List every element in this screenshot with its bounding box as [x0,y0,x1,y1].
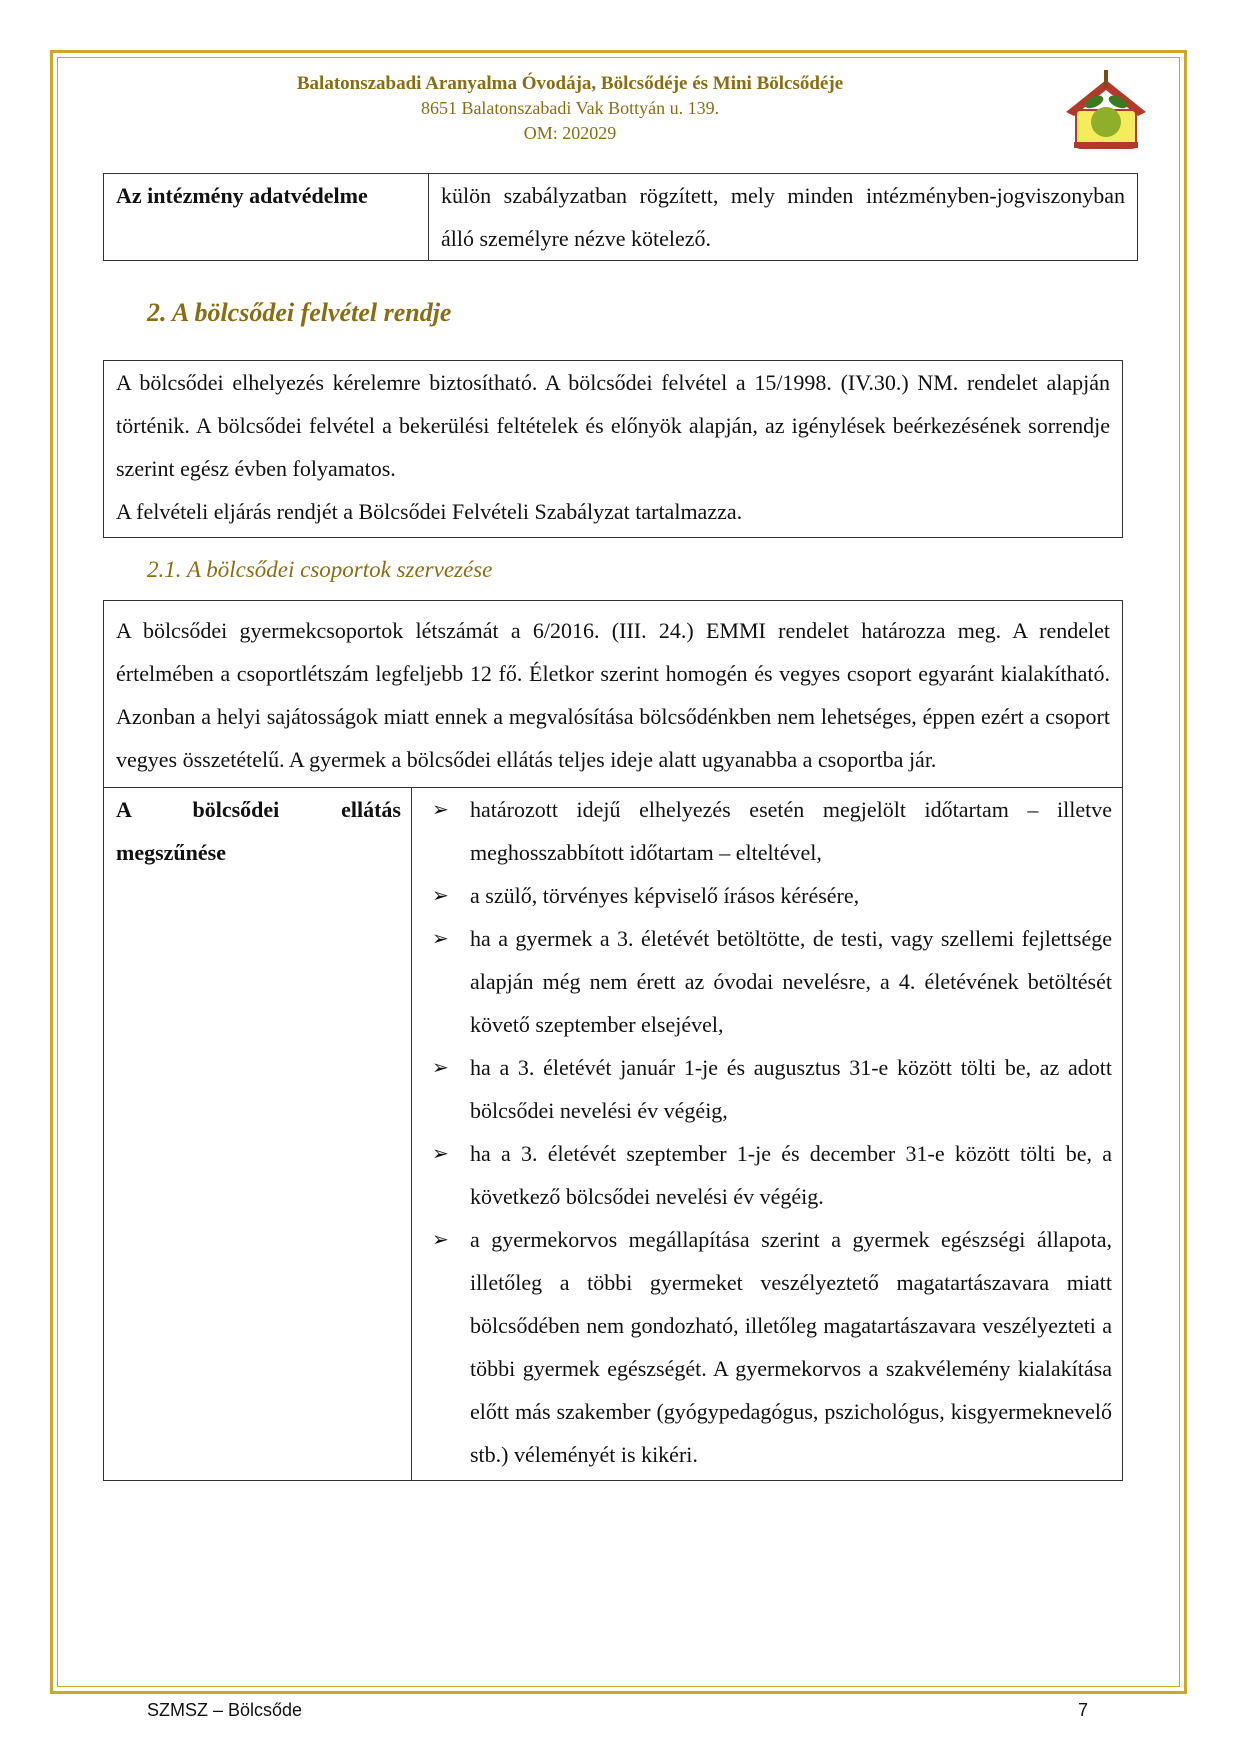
institution-address: 8651 Balatonszabadi Vak Bottyán u. 139. [420,98,720,118]
letterhead [200,72,940,146]
institution-logo-icon [1060,62,1152,154]
list-item: ➢ a szülő, törvényes képviselő írásos kérésére, [432,874,1112,917]
section-2-1-title: 2.1. A bölcsődei csoportok szervezése [147,557,493,582]
list-item: ➢ ha a 3. életévét szeptember 1-je és december 31-e között tölti be, a következő bölcsődei nevelési év végéig. [432,1132,1112,1218]
data-protection-table [103,173,1138,261]
list-item: ➢ a gyermekorvos megállapítása szerint a gyermek egészségi állapota, illetőleg a többi gyermeket veszélyeztető magatartászavara miatt bölcsődében nem gondozható, illetőleg magatartászavara veszélyezteti a többi gyermek egészségét. A gyermekorvos a szakvélemény kialakítása előtt más szakember (gyógypedagógus, pszichológus, kisgyermeknevelő stb.) véleményét is kikéri. [432,1218,1112,1476]
institution-name: Balatonszabadi Aranyalma Óvodája, Bölcsődéje és Mini Bölcsődéje [296,73,844,94]
list-item: ➢ ha a gyermek a 3. életévét betöltötte, de testi, vagy szellemi fejlettsége alapján még nem érett az óvodai nevelésre, a 4. életévének betöltését követő szeptember elsejével, [432,917,1112,1046]
admission-paragraph-1: A bölcsődei elhelyezés kérelemre biztosítható. A bölcsődei felvétel a 15/1998. (IV.30.) NM. rendelet alapján történik. A bölcsődei felvétel a bekerülési feltételek és előnyök alapján, az igénylések beérkezésének sorrendje szerint egész évben folyamatos. [116,370,1110,481]
groups-paragraph: A bölcsődei gyermekcsoportok létszámát a 6/2016. (III. 24.) EMMI rendelet határozza meg. A rendelet értelmében a csoportlétszám legfeljebb 12 fő. Életkor szerint homogén és vegyes csoport egyaránt kialakítható. Azonban a helyi sajátosságok miatt ennek a megvalósítása bölcsődénkben nem lehetséges, éppen ezért a csoport vegyes összetételű. A gyermek a bölcsődei ellátás teljes ideje alatt ugyanabba a csoportba jár. [104,601,1123,788]
list-item: ➢ ha a 3. életévét január 1-je és augusztus 31-e között tölti be, az adott bölcsődei nevelési év végéig, [432,1046,1112,1132]
termination-label: A bölcsődei ellátás megszűnése [104,788,412,1481]
termination-list [432,788,1112,1476]
admission-paragraph-2: A felvételi eljárás rendjét a Bölcsődei Felvételi Szabályzat tartalmazza. [116,499,743,524]
list-item: ➢ határozott idejű elhelyezés esetén megjelölt időtartam – illetve meghosszabbított időtartam – elteltével, [432,788,1112,874]
institution-om: OM: 202029 [523,123,617,143]
data-protection-text: külön szabályzatban rögzített, mely minden intézményben-jogviszonyban álló személyre nézve kötelező. [429,174,1138,261]
admission-table [103,360,1123,538]
admission-cell [104,361,1123,538]
termination-conditions [412,788,1123,1481]
data-protection-label: Az intézmény adatvédelme [104,174,429,261]
section-2-title: 2. A bölcsődei felvétel rendje [147,298,452,327]
groups-table [103,600,1123,1481]
footer-page-number: 7 [1078,1700,1089,1720]
footer-document-title: SZMSZ – Bölcsőde [147,1700,303,1720]
